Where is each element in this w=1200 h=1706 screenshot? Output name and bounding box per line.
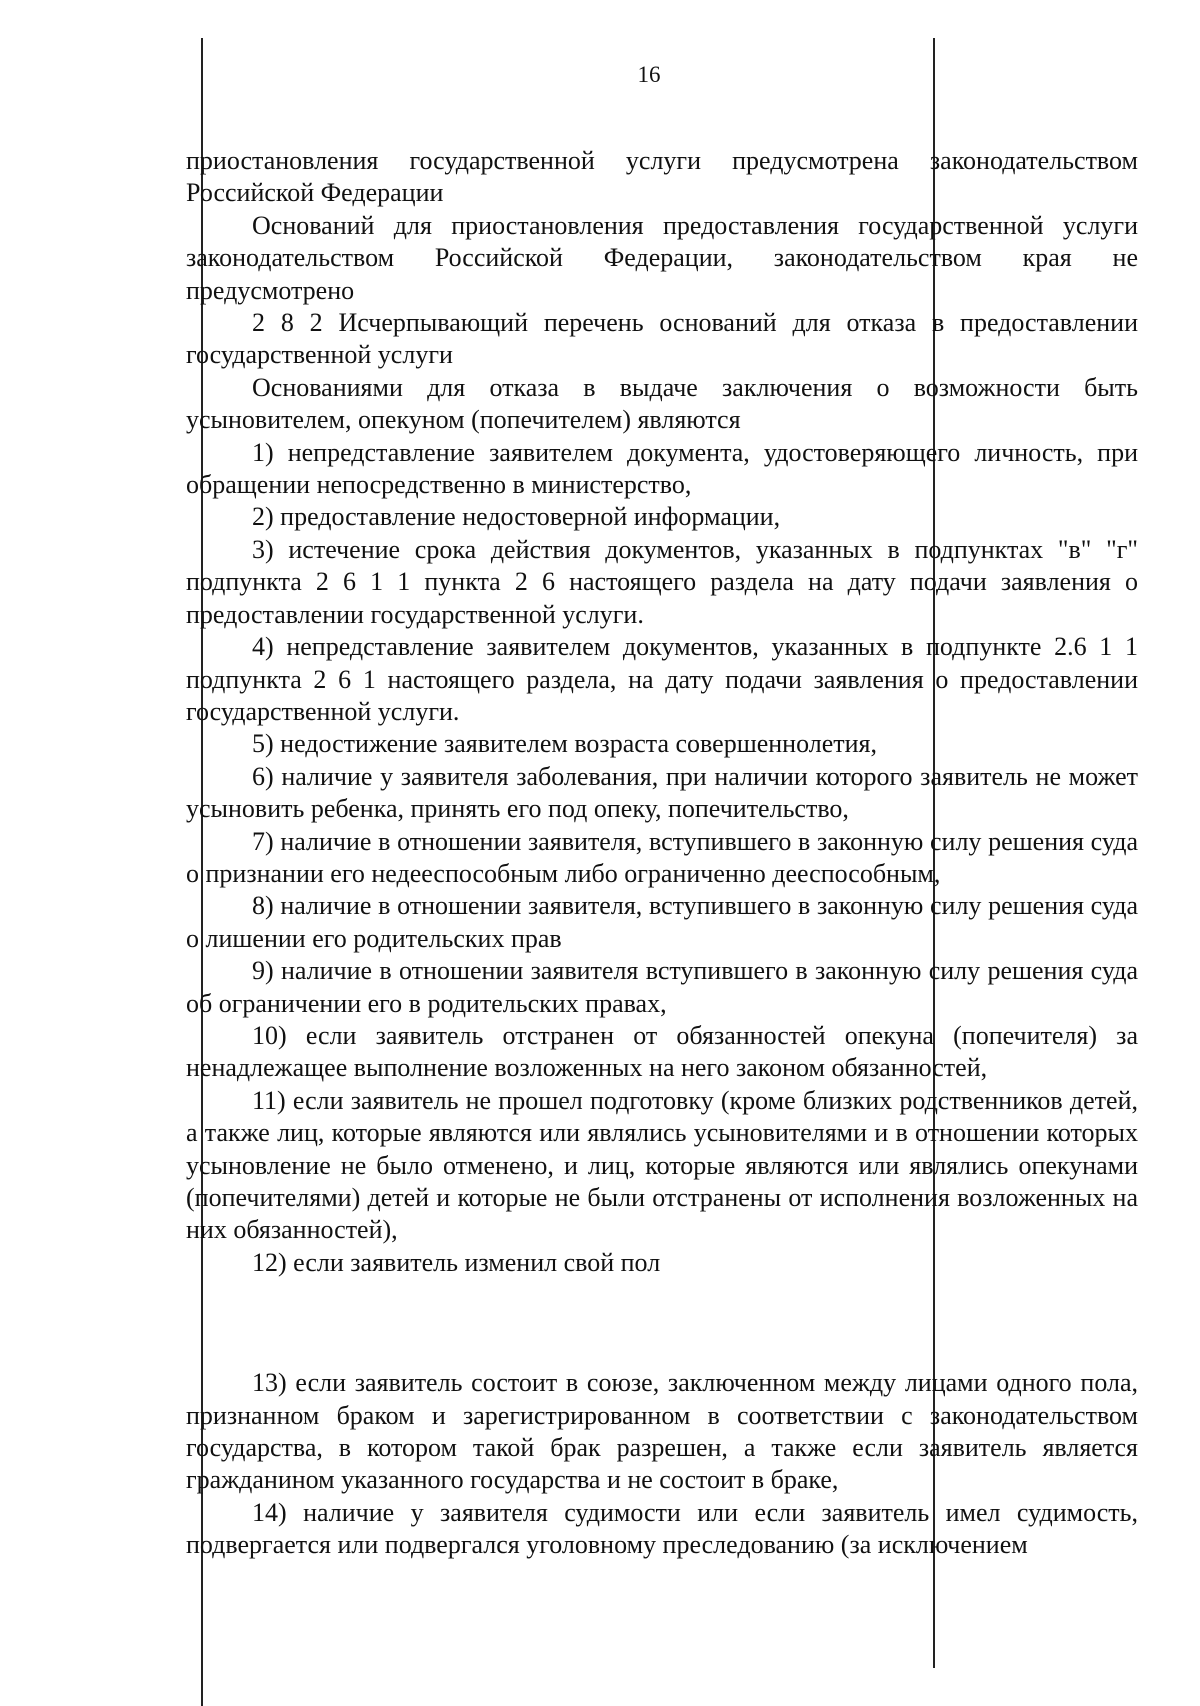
paragraph: приостановления государственной услуги предусмотрена законодательством Российской Федерации (186, 146, 1138, 208)
list-item: 3) истечение срока действия документов, указанных в подпунктах "в" "г" подпункта 2 6 1 1 пункта 2 6 настоящего раздела на дату подачи заявления о предоставлении государственной услуги. (186, 534, 1138, 629)
list-item: 7) наличие в отношении заявителя, вступившего в законную силу решения суда о признании его недееспособным либо ограниченно дееспособным, (186, 826, 1138, 888)
list-item: 4) непредставление заявителем документов, указанных в подпункте 2.6 1 1 подпункта 2 6 1 настоящего раздела, на дату подачи заявления о предоставлении государственной услуги. (186, 632, 1138, 726)
list-item: 2) предоставление недостоверной информации, (252, 502, 781, 532)
blank-gap (186, 1279, 1138, 1367)
page-number: 16 (637, 62, 661, 87)
list-item: 5) недостижение заявителем возраста совершеннолетия, (252, 729, 877, 759)
list-item: 13) если заявитель состоит в союзе, заключенном между лицами одного пола, признанном браком и зарегистрированном в соответствии с законодательством государства, в котором такой брак разрешен, а также если заявитель является гражданином указанного государства и не состоит в браке, (186, 1368, 1138, 1495)
list-item: 9) наличие в отношении заявителя вступившего в законную силу решения суда об ограничении его в родительских правах, (186, 956, 1138, 1018)
paragraph: Основаниями для отказа в выдаче заключения о возможности быть усыновителем, опекуном (попечителем) являются (186, 372, 1138, 435)
list-item: 6) наличие у заявителя заболевания, при наличии которого заявитель не может усыновить ребенка, принять его под опеку, попечительство, (186, 761, 1138, 824)
list-item: 12) если заявитель изменил свой пол (252, 1247, 661, 1277)
document-body (186, 145, 1138, 1562)
list-item: 14) наличие у заявителя судимости или если заявитель имел судимость, подвергается или подвергался уголовному преследованию (за исключением (186, 1497, 1138, 1560)
paragraph: 2 8 2 Исчерпывающий перечень оснований для отказа в предоставлении государственной услуги (186, 308, 1138, 370)
list-item: 8) наличие в отношении заявителя, вступившего в законную силу решения суда о лишении его родительских прав (186, 891, 1138, 953)
list-item: 1) непредставление заявителем документа, удостоверяющего личность, при обращении непосредственно в министерство, (186, 437, 1138, 500)
paragraph: Оснований для приостановления предоставления государственной услуги законодательством Российской Федерации, законодательством края не предусмотрено (186, 210, 1138, 305)
list-item: 11) если заявитель не прошел подготовку (кроме близких родственников детей, а также лиц, которые являются или являлись усыновителями и в отношении которых усыновление не было отменено, и лиц, которые являются или являлись опекунами (попечителями) детей и которые не были отстранены от исполнения возложенных на них обязанностей), (186, 1085, 1138, 1245)
list-item: 10) если заявитель отстранен от обязанностей опекуна (попечителя) за ненадлежащее выполнение возложенных на него законом обязанностей, (186, 1020, 1138, 1083)
